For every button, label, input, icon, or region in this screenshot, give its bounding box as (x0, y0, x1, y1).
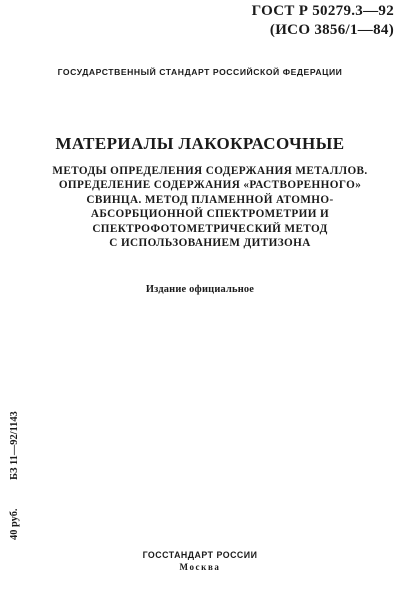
subtitle-line: СПЕКТРОФОТОМЕТРИЧЕСКИЙ МЕТОД (92, 222, 328, 235)
subtitle-line: С ИСПОЛЬЗОВАНИЕМ ДИТИЗОНА (109, 237, 311, 250)
issuer-line: ГОСУДАРСТВЕННЫЙ СТАНДАРТ РОССИЙСКОЙ ФЕДЕРАЦИИ (57, 67, 343, 77)
standard-code: ГОСТ Р 50279.3—92 (251, 3, 394, 19)
subtitle-line: ОПРЕДЕЛЕНИЕ СОДЕРЖАНИЯ «РАСТВОРЕННОГО» (58, 179, 362, 192)
document-subtitle (40, 164, 380, 250)
standard-code-block (234, 2, 394, 40)
iso-code: (ИСО 3856/1—84) (269, 22, 394, 38)
price-label: 40 руб. (9, 508, 20, 540)
document-title: МАТЕРИАЛЫ ЛАКОКРАСОЧНЫЕ (55, 134, 345, 153)
side-note (8, 380, 26, 540)
subtitle-line: МЕТОДЫ ОПРЕДЕЛЕНИЯ СОДЕРЖАНИЯ МЕТАЛЛОВ. (52, 165, 368, 177)
subtitle-line: СВИНЦА. МЕТОД ПЛАМЕННОЙ АТОМНО- (86, 193, 334, 206)
publisher-name: ГОССТАНДАРТ РОССИИ (142, 550, 258, 560)
subtitle-line: АБСОРБЦИОННОЙ СПЕКТРОМЕТРИИ И (90, 208, 330, 221)
publisher-city: Москва (179, 562, 221, 572)
publisher-block (0, 549, 400, 573)
edition-label: Издание официальное (145, 284, 255, 295)
side-note-text (8, 411, 22, 540)
bz-number: БЗ 11—92/1143 (9, 411, 20, 480)
